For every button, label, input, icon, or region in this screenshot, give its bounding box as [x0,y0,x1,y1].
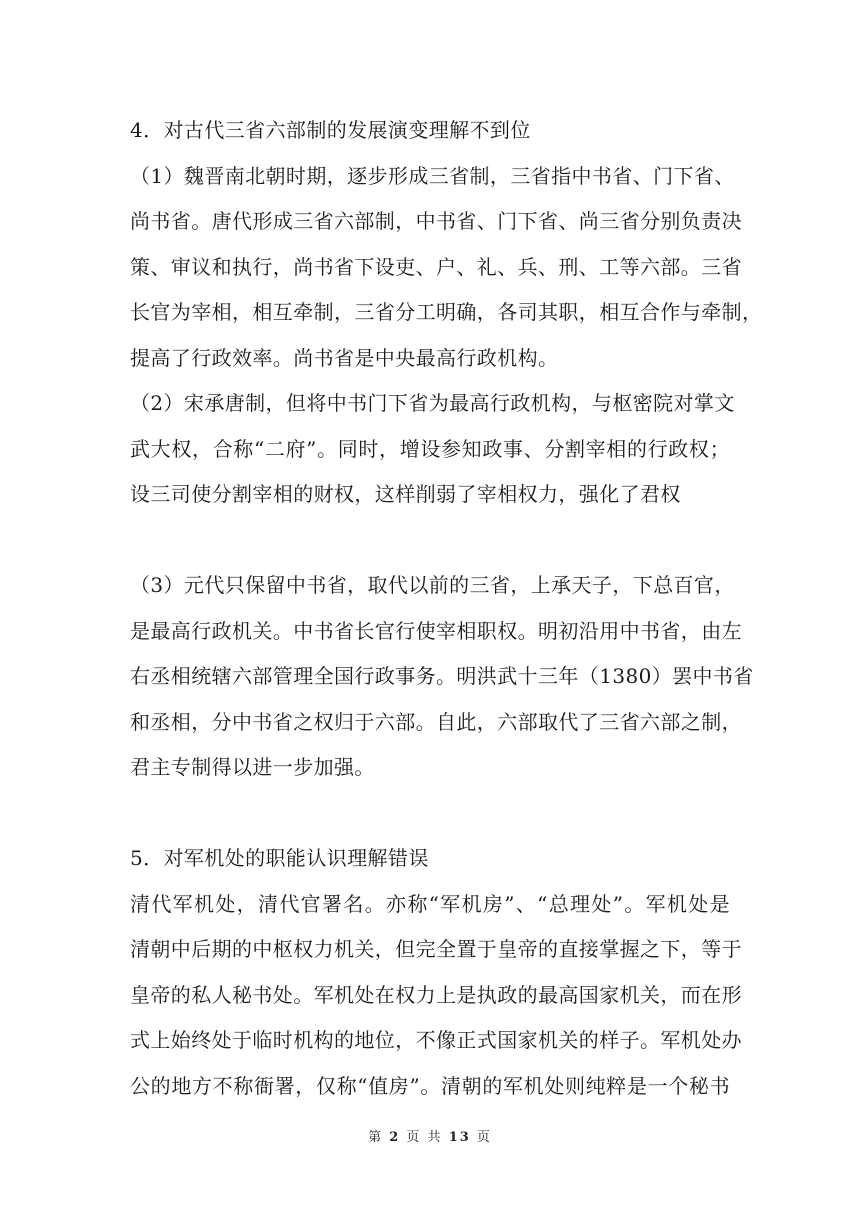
paragraph-line: （1）魏晋南北朝时期，逐步形成三省制，三省指中书省、门下省、 [130,163,735,188]
paragraph-line: （3）元代只保留中书省，取代以前的三省，上承天子，下总百官， [130,573,735,597]
paragraph-line: 君主专制得以进一步加强。 [130,755,375,779]
paragraph-line: 清朝中后期的中枢权力机关，但完全置于皇帝的直接掌握之下，等于 [130,937,742,961]
page-footer [0,1126,860,1145]
paragraph-line: 提高了行政效率。尚书省是中央最高行政机构。 [130,345,559,370]
paragraph-line: 尚书省。唐代形成三省六部制，中书省、门下省、尚三省分别负责决 [130,209,742,233]
footer-prefix: 第 [368,1130,384,1145]
paragraph-line: 武大权，合称“二府”。同时，增设参知政事、分割宰相的行政权； [130,436,730,461]
paragraph-line: 策、审议和执行，尚书省下设吏、户、礼、兵、刑、工等六部。三省 [130,254,742,279]
paragraph-line: 长官为宰相，相互牵制，三省分工明确，各司其职，相互合作与牵制， [130,300,763,324]
section-heading: 4．对古代三省六部制的发展演变理解不到位 [130,118,531,142]
section-heading: 5．对军机处的职能认识理解错误 [130,846,429,870]
paragraph-line: 公的地方不称衙署，仅称“值房”。清朝的军机处则纯粹是一个秘书 [130,1073,730,1098]
footer-total-pages: 13 [448,1130,471,1145]
paragraph-line: 和丞相，分中书省之权归于六部。自此，六部取代了三省六部之制， [130,709,742,734]
paragraph-line: 清代军机处，清代官署名。亦称“军机房”、“总理处”。军机处是 [130,891,730,916]
footer-page-number: 2 [389,1130,401,1145]
paragraph-line: 设三司使分割宰相的财权，这样削弱了宰相权力，强化了君权 [130,482,681,506]
blank-line [130,518,730,564]
footer-middle: 页 共 [406,1130,443,1145]
paragraph-line: 右丞相统辖六部管理全国行政事务。明洪武十三年（1380）罢中书省 [130,664,754,688]
footer-suffix: 页 [476,1130,492,1145]
paragraph-line: （2）宋承唐制，但将中书门下省为最高行政机构，与枢密院对掌文 [130,391,735,415]
page-body [130,108,763,1109]
paragraph-line: 皇帝的私人秘书处。军机处在权力上是执政的最高国家机关，而在形 [130,982,742,1007]
paragraph-line: 式上始终处于临时机构的地位，不像正式国家机关的样子。军机处办 [130,1028,742,1052]
blank-line [130,791,730,837]
paragraph-line: 是最高行政机关。中书省长官行使宰相职权。明初沿用中书省，由左 [130,618,742,643]
